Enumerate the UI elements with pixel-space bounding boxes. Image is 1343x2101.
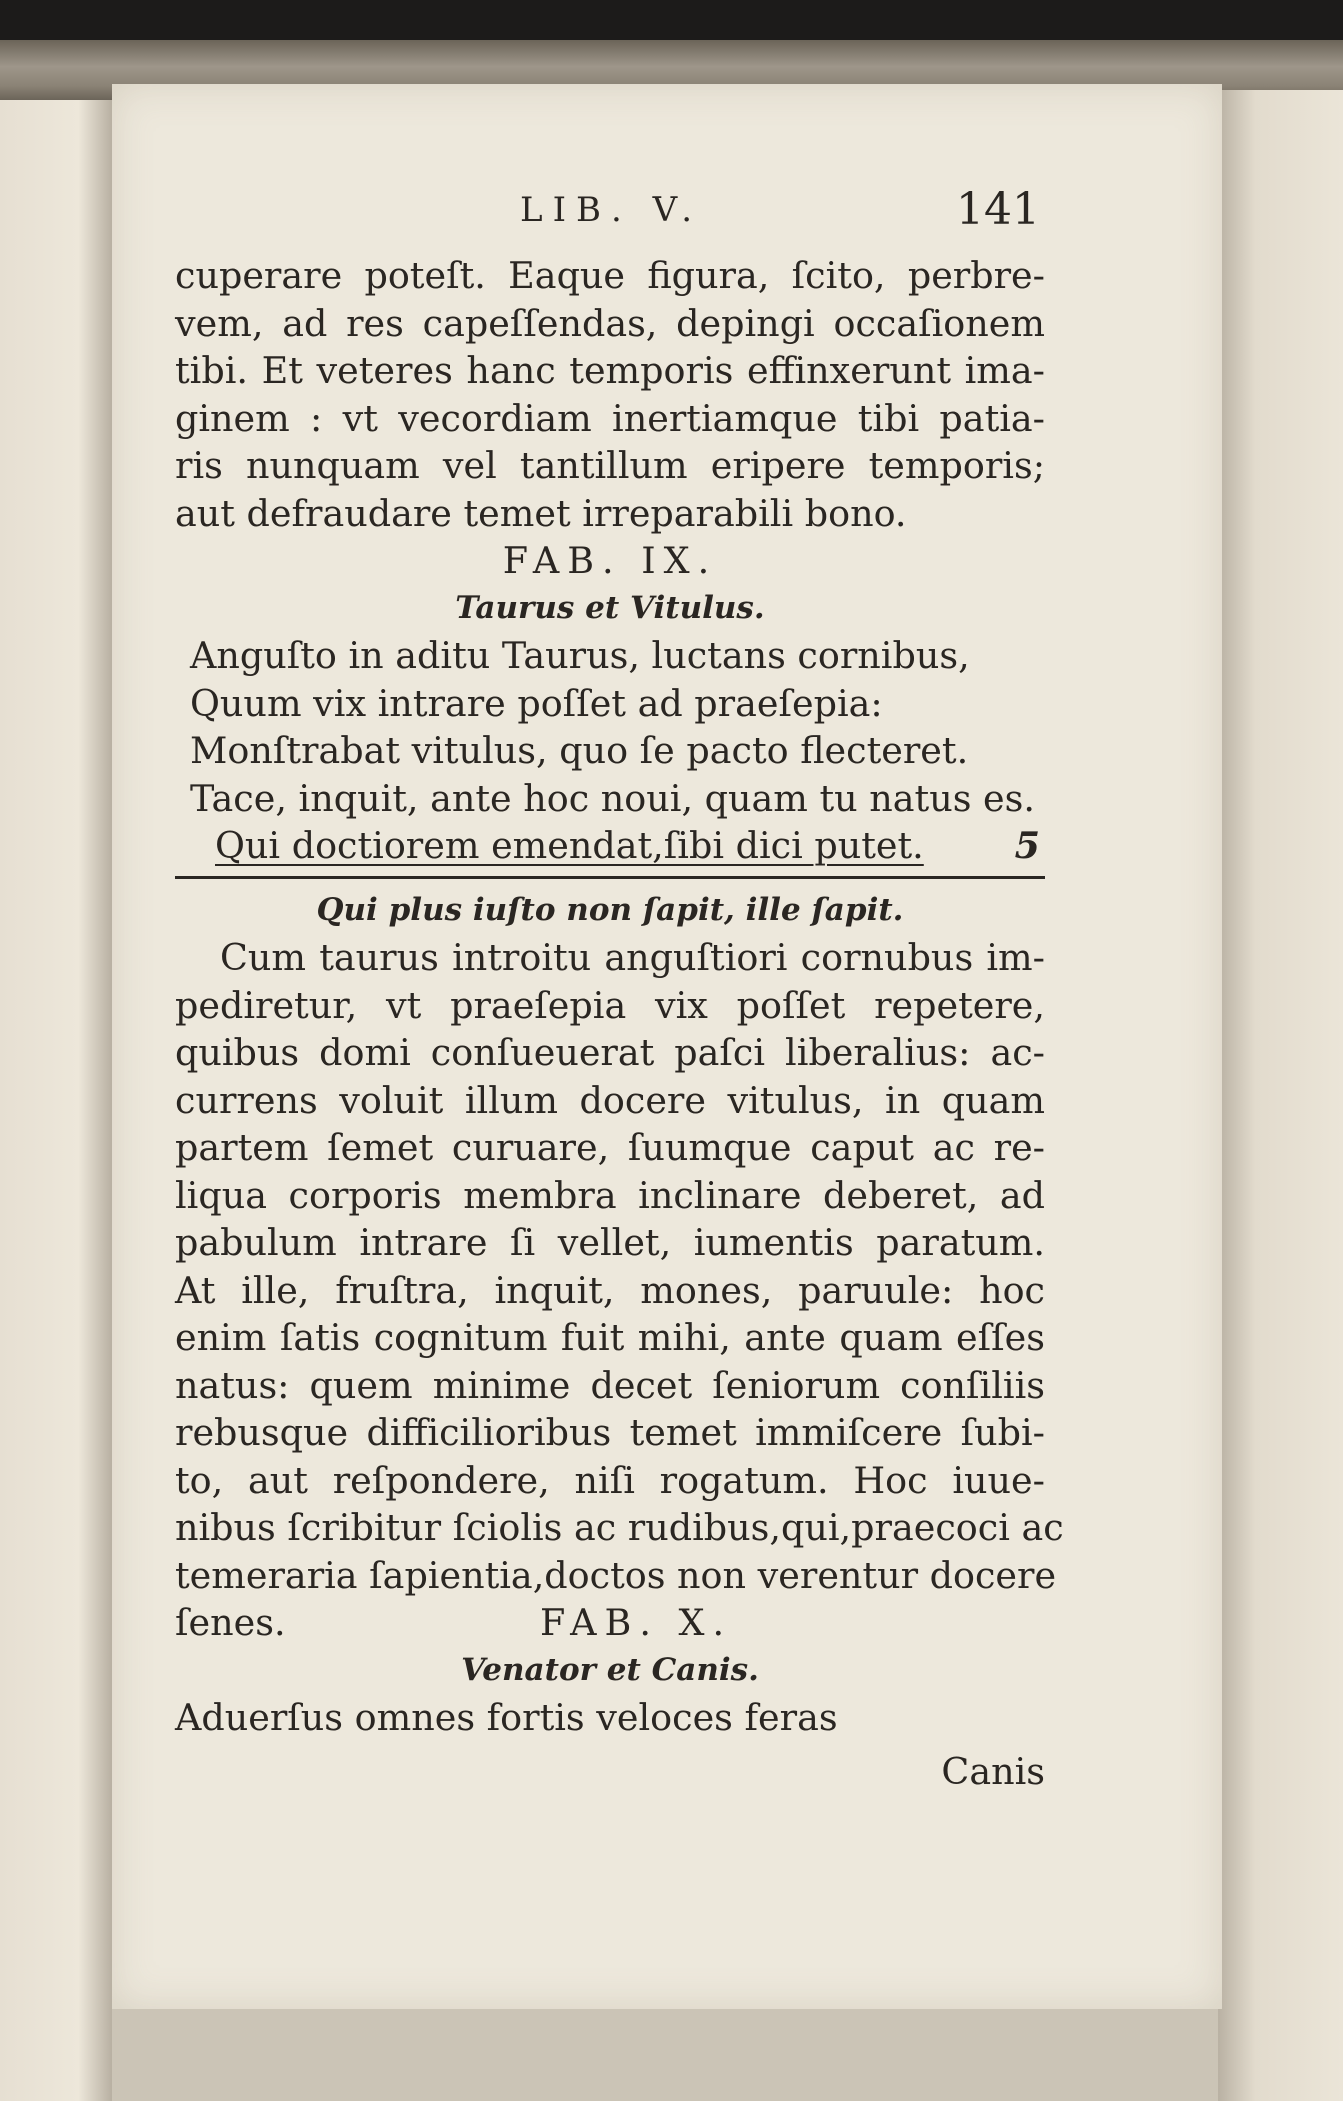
- facing-page-edge: [0, 100, 112, 2101]
- scanner-background: [0, 0, 1343, 42]
- page-text: [175, 184, 1064, 1795]
- prose-line: pabulum intrare ſi vellet, iumentis paratum.: [175, 1221, 1045, 1264]
- running-title: LIB. V.: [520, 190, 703, 230]
- text-line: cuperare poteſt. Eaque figura, ſcito, perbre-: [175, 254, 1045, 297]
- verse-number: 5: [1014, 824, 1040, 867]
- prose-line: ſenes.: [175, 1601, 286, 1644]
- verse-moral-line: Qui doctiorem emendat,ſibi dici putet.: [215, 824, 924, 867]
- text-line: tibi. Et veteres hanc temporis effinxerunt ima-: [175, 349, 1045, 392]
- text-line: ginem : vt vecordiam inertiamque tibi patia-: [175, 396, 1045, 440]
- running-header: [175, 184, 1045, 252]
- prose-line: partem ſemet curuare, ſuumque caput ac re-: [175, 1126, 1045, 1169]
- verse-line: Anguſto in aditu Taurus, luctans cornibus,: [190, 634, 970, 677]
- moral-title: Qui plus iuſto non ſapit, ille ſapit.: [316, 891, 904, 928]
- page-number: 141: [956, 184, 1040, 235]
- text-line: ris nunquam vel tantillum eripere temporis;: [175, 444, 1045, 487]
- prose-line: natus: quem minime decet ſeniorum conſiliis: [175, 1363, 1045, 1407]
- verse-line-last: [175, 822, 1045, 870]
- prose-line: currens voluit illum docere vitulus, in quam: [175, 1078, 1045, 1122]
- prose-line: enim ſatis cognitum fuit mihi, ante quam eſſes: [175, 1316, 1045, 1359]
- prose-line: At ille, fruſtra, inquit, mones, paruule: hoc: [175, 1268, 1045, 1312]
- verse-line: Quum vix intrare poſſet ad praeſepia:: [190, 681, 883, 725]
- prose-line: liqua corporis membra inclinare deberet, ad: [175, 1173, 1045, 1217]
- prose-line: to, aut reſpondere, niſi rogatum. Hoc iuue-: [175, 1458, 1045, 1502]
- prose-last-line: [175, 1599, 1045, 1647]
- prose-line: Cum taurus introitu anguſtiori cornubus im-: [220, 936, 1045, 979]
- page-fore-edge: [1218, 90, 1343, 2101]
- verse-line: Monſtrabat vitulus, quo ſe pacto flecteret.: [190, 729, 969, 772]
- text-line: vem, ad res capeſſendas, depingi occaſionem: [175, 301, 1045, 345]
- prose-line: temeraria ſapientia,doctos non verentur docere: [175, 1553, 1057, 1597]
- text-line: aut defraudare temet irreparabili bono.: [175, 491, 907, 535]
- prose-line: pediretur, vt praeſepia vix poſſet repetere,: [175, 983, 1045, 1027]
- catchword: Canis: [941, 1749, 1045, 1793]
- fable-heading: FAB. IX.: [502, 539, 718, 582]
- verse-line: Aduerſus omnes fortis veloces feras: [175, 1696, 838, 1739]
- fable-title: Taurus et Vitulus.: [455, 589, 765, 626]
- prose-line: nibus ſcribitur ſciolis ac rudibus,qui,praecoci ac: [175, 1506, 1064, 1549]
- section-rule: [175, 876, 1045, 885]
- fable-title: Venator et Canis.: [461, 1651, 759, 1688]
- prose-line: quibus domi conſueuerat paſci liberalius: ac-: [175, 1031, 1045, 1074]
- prose-line: rebusque difficilioribus temet immiſcere ſubi-: [175, 1411, 1045, 1454]
- fable-heading: FAB. X.: [540, 1601, 733, 1644]
- verse-line: Tace, inquit, ante hoc noui, quam tu natus es.: [190, 776, 1035, 820]
